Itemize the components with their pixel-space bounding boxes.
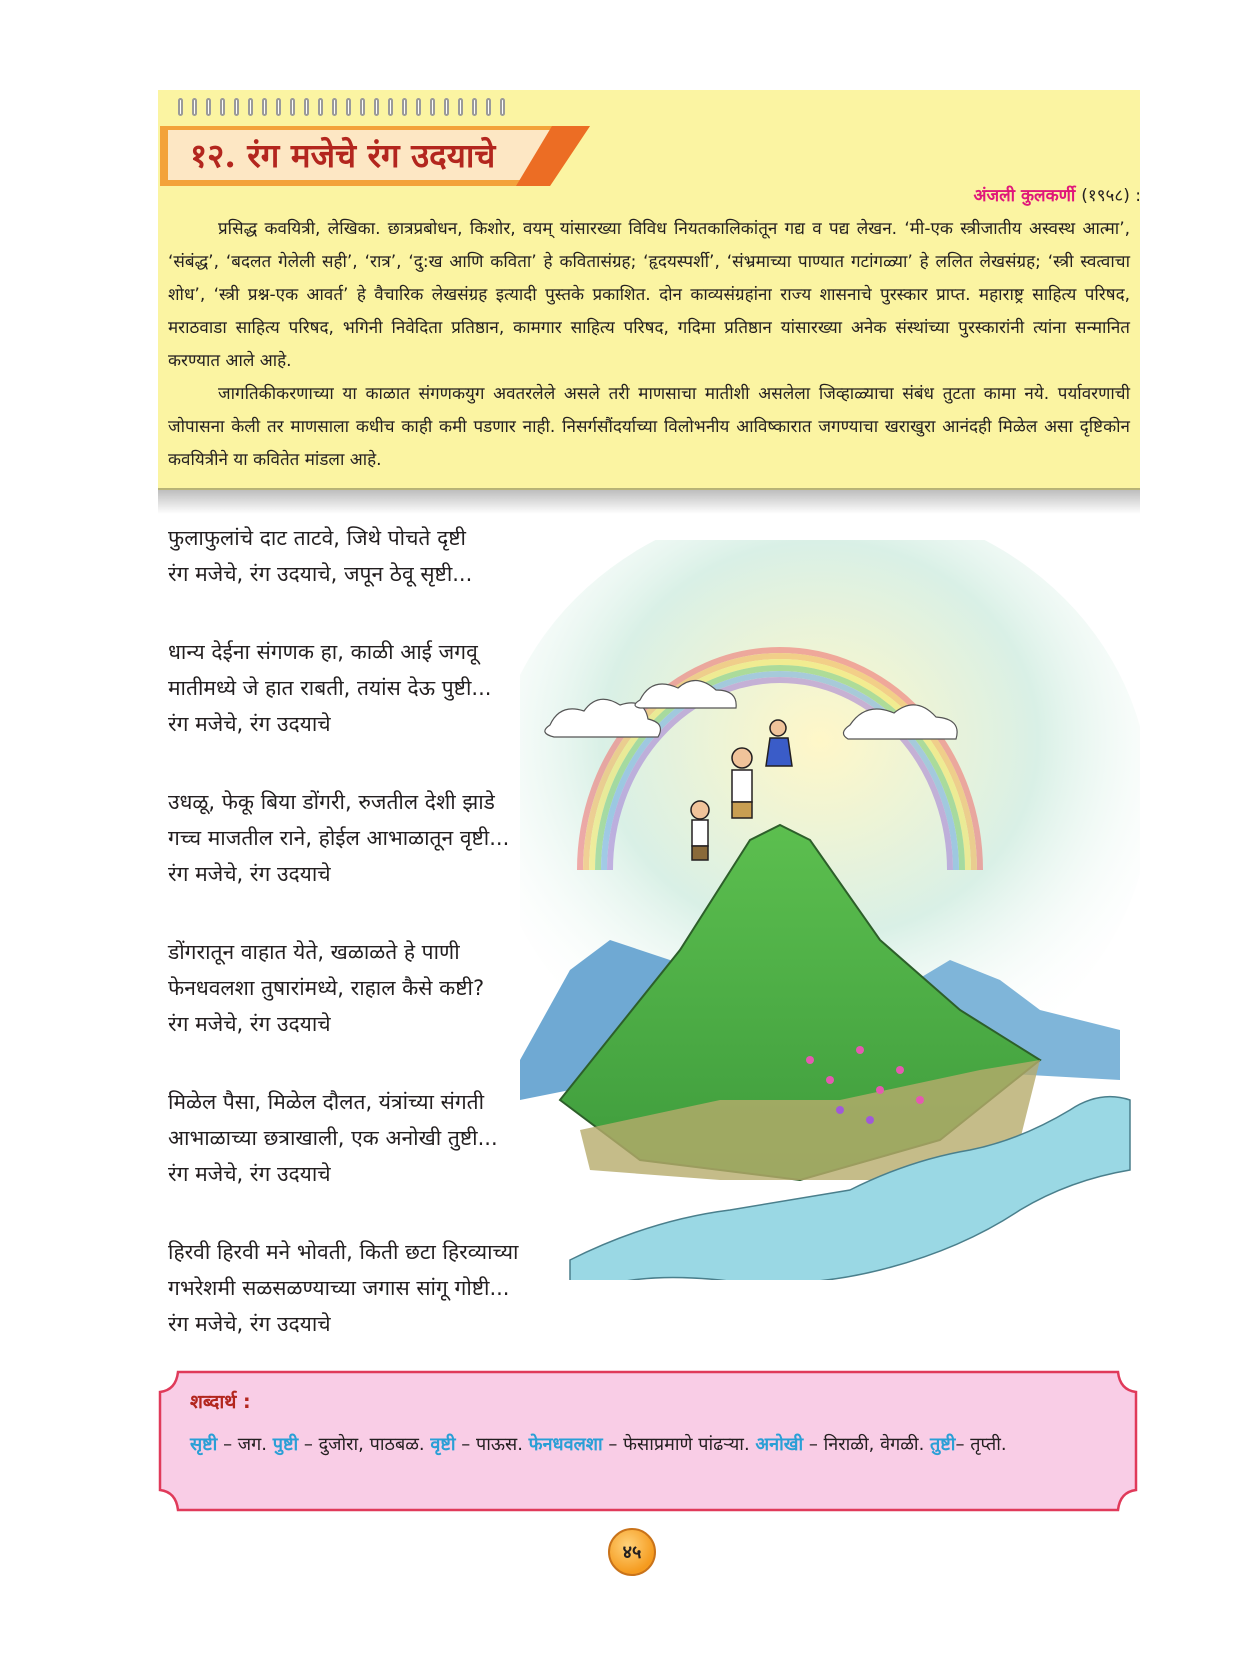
poem-line: उधळू, फेकू बिया डोंगरी, रुजतील देशी झाडे (168, 790, 495, 814)
glossary-meaning: – जग. (217, 1434, 273, 1455)
spiral-binding (178, 98, 538, 120)
glossary-meaning: – दुजोरा, पाठबळ. (298, 1434, 431, 1455)
poem-line: गच्च माजतील राने, होईल आभाळातून वृष्टी... (168, 826, 510, 850)
glossary-title: शब्दार्थ : (190, 1391, 251, 1413)
glossary-term: सृष्टी (190, 1434, 218, 1455)
poem-line: आभाळाच्या छत्राखाली, एक अनोखी तुष्टी... (168, 1126, 498, 1150)
poem-refrain: रंग मजेचे, रंग उदयाचे (168, 862, 331, 886)
poem-refrain: रंग मजेचे, रंग उदयाचे (168, 1162, 331, 1186)
poem-line: गभरेशमी सळसळण्याच्या जगास सांगू गोष्टी... (168, 1276, 510, 1300)
poem-line: डोंगरातून वाहात येते, खळाळते हे पाणी (168, 940, 460, 964)
poem-line: फुलाफुलांचे दाट ताटवे, जिथे पोचते दृष्टी (168, 526, 466, 550)
glossary-meaning: – तृप्ती. (955, 1434, 1007, 1455)
poem-refrain: रंग मजेचे, रंग उदयाचे (168, 1012, 331, 1036)
lesson-title: १२. रंग मजेचे रंग उदयाचे (190, 136, 496, 175)
poem-line: फेनधवलशा तुषारांमध्ये, राहाल कैसे कष्टी? (168, 976, 485, 1000)
poem-refrain: रंग मजेचे, रंग उदयाचे (168, 712, 331, 736)
glossary-term: वृष्टी (430, 1434, 456, 1455)
glossary-body (190, 1428, 1110, 1462)
glossary-term: तुष्टी (930, 1434, 956, 1455)
poem-refrain: रंग मजेचे, रंग उदयाचे (168, 1312, 331, 1336)
glossary-term: पुष्टी (272, 1434, 299, 1455)
poem-line: धान्य देईना संगणक हा, काळी आई जगवू (168, 640, 478, 664)
poem-line: हिरवी हिरवी मने भोवती, किती छटा हिरव्याच्या (168, 1240, 519, 1264)
glossary-meaning: – निराळी, वेगळी. (803, 1434, 931, 1455)
glossary (158, 1370, 1138, 1512)
divider-shadow (158, 488, 1140, 514)
bio-paragraph-2: जागतिकीकरणाच्या या काळात संगणकयुग अवतरलेले असले तरी माणसाचा मातीशी असलेला जिव्हाळ्याचा संबंध तुटता कामा नये. पर्यावरणाची जोपासना केली तर माणसाला कधीच काही कमी पडणार नाही. निसर्गसौंदर्याच्या विलोभनीय आविष्कारात जगण्याचा खराखुरा आनंदही मिळेल असा दृष्टिकोन कवयित्रीने या कवितेत मांडला आहे. (168, 384, 1130, 470)
author-line (974, 183, 1141, 206)
glossary-meaning: – फेसाप्रमाणे पांढऱ्या. (602, 1434, 756, 1455)
glossary-meaning: – पाऊस. (455, 1434, 529, 1455)
glossary-term: अनोखी (755, 1434, 804, 1455)
mountain-illustration (520, 540, 1140, 1280)
poem-line: मातीमध्ये जे हात राबती, तयांस देऊ पुष्टी... (168, 676, 492, 700)
bio-paragraph-1: प्रसिद्ध कवयित्री, लेखिका. छात्रप्रबोधन, किशोर, वयम् यांसारख्या विविध नियतकालिकांतून गद्य व पद्य लेखन. ‘मी-एक स्त्रीजातीय अस्वस्थ आत्मा’, ‘संबंद्ध’, ‘बदलत गेलेली सही’, ‘रात्र’, ‘दु:ख आणि कविता’ हे कवितासंग्रह; ‘हृदयस्पर्शी’, ‘संभ्रमाच्या पाण्यात गटांगळ्या’ हे ललित लेखसंग्रह; ‘स्त्री स्वत्वाचा शोध’, ‘स्त्री प्रश्न-एक आवर्त’ हे वैचारिक लेखसंग्रह इत्यादी पुस्तके प्रकाशित. दोन काव्यसंग्रहांना राज्य शासनाचे पुरस्कार प्राप्त. महाराष्ट्र साहित्य परिषद, मराठवाडा साहित्य परिषद, भगिनी निवेदिता प्रतिष्ठान, कामगार साहित्य परिषद, गदिमा प्रतिष्ठान यांसारख्या अनेक संस्थांच्या पुरस्कारांनी त्यांना सन्मानित करण्यात आले आहे. (168, 219, 1130, 371)
glossary-content (190, 1388, 1110, 1462)
poem-line: रंग मजेचे, रंग उदयाचे, जपून ठेवू सृष्टी... (168, 562, 473, 586)
author-years: (१९५८) : (1081, 186, 1141, 206)
author-name: अंजली कुलकर्णी (973, 186, 1076, 206)
poem-line: मिळेल पैसा, मिळेल दौलत, यंत्रांच्या संगती (168, 1090, 485, 1114)
page-number: ४५ (608, 1528, 656, 1576)
author-bio (168, 213, 1130, 477)
glossary-term: फेनधवलशा (528, 1434, 603, 1455)
